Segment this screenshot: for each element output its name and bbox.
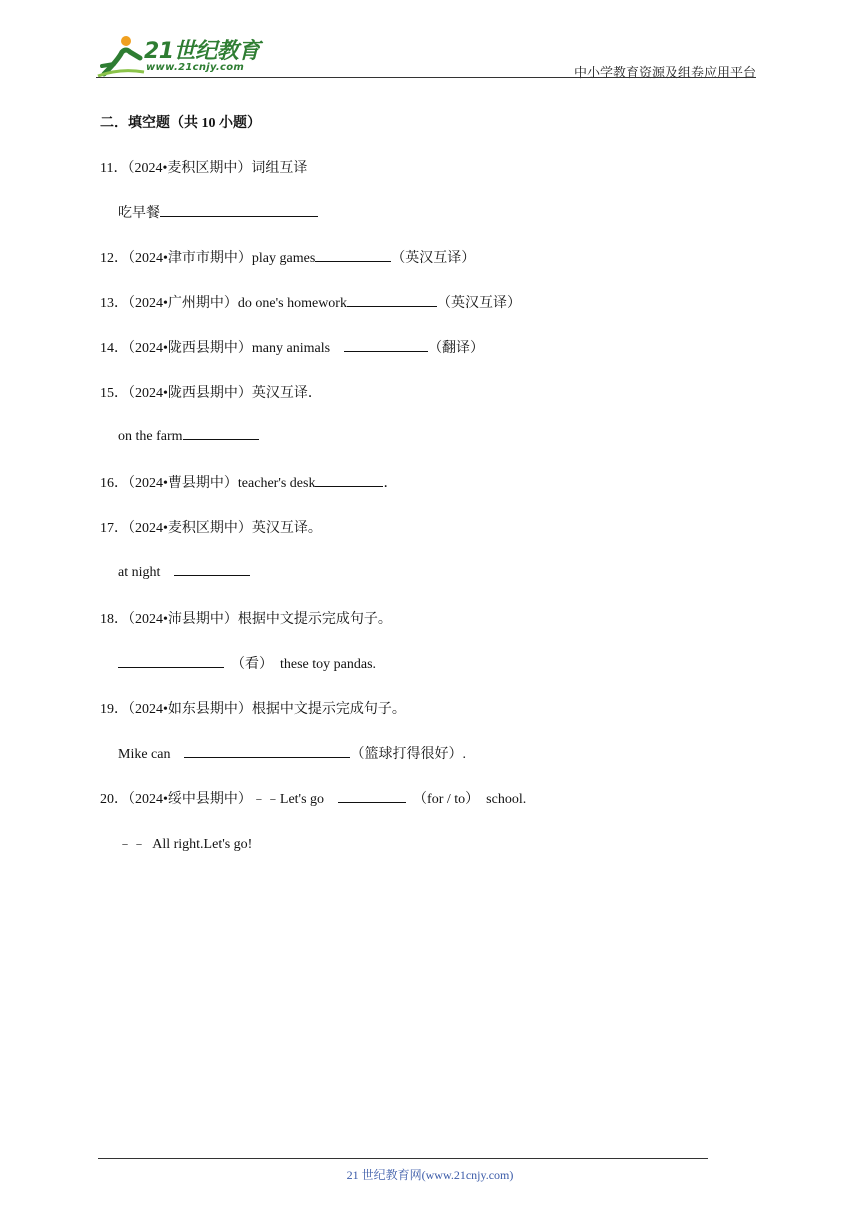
answer-blank[interactable]: [118, 655, 224, 668]
question-15-answer-line: on the farm: [118, 427, 259, 445]
question-19-answer-line: Mike can （篮球打得很好）.: [118, 747, 466, 762]
question-11-answer-line: 吃早餐: [118, 202, 318, 222]
answer-blank[interactable]: [184, 745, 350, 758]
question-15: 15．（2024•陇西县期中）英汉互译．: [100, 386, 322, 401]
logo: [96, 34, 266, 78]
question-20-reply: ﹣﹣ All right.Let's go!: [118, 837, 253, 852]
section-title: 二．填空题（共 10 小题）: [100, 116, 261, 131]
page-header: [96, 34, 756, 80]
question-14: 14．（2024•陇西县期中）many animals （翻译）: [100, 341, 485, 356]
question-11: 11．（2024•麦积区期中）词组互译: [100, 161, 308, 176]
question-13: 13．（2024•广州期中）do one's homework （英汉互译）: [100, 296, 521, 311]
question-16: 16．（2024•曹县期中）teacher's desk ．: [100, 476, 398, 491]
question-19: 19．（2024•如东县期中）根据中文提示完成句子。: [100, 702, 406, 717]
answer-blank[interactable]: [338, 790, 406, 803]
answer-blank[interactable]: [160, 204, 318, 217]
answer-blank[interactable]: [315, 474, 383, 487]
logo-url: www.21cnjy.com: [146, 62, 245, 73]
runner-logo-icon: [96, 34, 146, 78]
footer-divider: [98, 1158, 708, 1159]
answer-blank[interactable]: [344, 339, 428, 352]
header-divider: [96, 77, 756, 78]
header-tagline: 中小学教育资源及组卷应用平台: [573, 65, 756, 80]
question-20: 20．（2024•绥中县期中）﹣﹣Let's go （for / to） school.: [100, 792, 527, 807]
answer-blank[interactable]: [315, 249, 391, 262]
question-18-answer-line: （看） these toy pandas.: [118, 653, 376, 673]
answer-blank[interactable]: [174, 563, 250, 576]
answer-blank[interactable]: [183, 427, 259, 440]
logo-text: 21世纪教育: [144, 39, 260, 64]
question-17: 17．（2024•麦积区期中）英汉互译。: [100, 521, 322, 536]
answer-blank[interactable]: [347, 294, 437, 307]
footer-text: 21 世纪教育网(www.21cnjy.com): [346, 1168, 514, 1182]
question-18: 18．（2024•沛县期中）根据中文提示完成句子。: [100, 612, 392, 627]
question-12: 12．（2024•津市市期中）play games （英汉互译）: [100, 251, 476, 266]
question-17-answer-line: at night: [118, 563, 250, 581]
